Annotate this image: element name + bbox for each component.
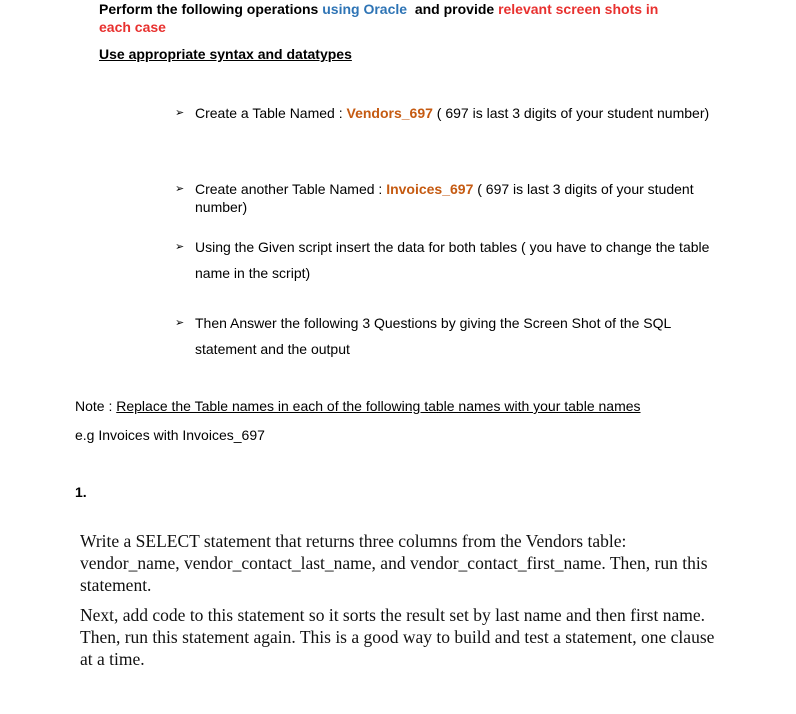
bullet-post-text: ( 697 is last 3 digits of your student number) bbox=[432, 105, 710, 121]
bullet-pre-text: Create another Table Named : bbox=[195, 181, 387, 197]
bullet-text: Using the Given script insert the data for both tables ( you have to change the table name in the script) bbox=[195, 239, 710, 281]
vendors-table-name: Vendors_697 bbox=[346, 105, 433, 121]
header-oracle-text: using Oracle bbox=[322, 1, 408, 17]
header-text-2: and provide bbox=[407, 1, 499, 17]
bullet-text: Then Answer the following 3 Questions by giving the Screen Shot of the SQL statement and the output bbox=[195, 315, 671, 357]
note-line bbox=[75, 397, 641, 415]
bullet-text bbox=[195, 104, 725, 122]
arrow-bullet-icon: ➢ bbox=[175, 317, 185, 329]
header-each-case-text: each case bbox=[99, 19, 166, 35]
header-relevant-text: relevant screen shots in bbox=[498, 1, 659, 17]
example-line: e.g Invoices with Invoices_697 bbox=[75, 427, 265, 443]
header-text-1: Perform the following operations bbox=[99, 1, 323, 17]
question-paragraph-1: Write a SELECT statement that returns three columns from the Vendors table: vendor_name, vendor_contact_last_name, and vendor_contact_first_name. Then, run this statement. bbox=[80, 531, 708, 595]
note-label: Note : bbox=[75, 398, 117, 414]
bullet-post-text: ( 697 is last 3 digits of your student number) bbox=[195, 181, 694, 215]
arrow-bullet-icon: ➢ bbox=[175, 107, 185, 119]
subheading: Use appropriate syntax and datatypes bbox=[99, 46, 352, 62]
bullet-text bbox=[195, 180, 725, 216]
page-header bbox=[99, 0, 719, 36]
note-text: Replace the Table names in each of the following table names with your table names bbox=[116, 398, 641, 414]
question-paragraph-2: Next, add code to this statement so it sorts the result set by last name and then first name. Then, run this statement again. This is a good way to build and test a statement, one clause at a time. bbox=[80, 605, 715, 669]
arrow-bullet-icon: ➢ bbox=[175, 183, 185, 195]
invoices-table-name: Invoices_697 bbox=[386, 181, 474, 197]
question-number: 1. bbox=[75, 484, 87, 500]
bullet-pre-text: Create a Table Named : bbox=[195, 105, 347, 121]
arrow-bullet-icon: ➢ bbox=[175, 241, 185, 253]
